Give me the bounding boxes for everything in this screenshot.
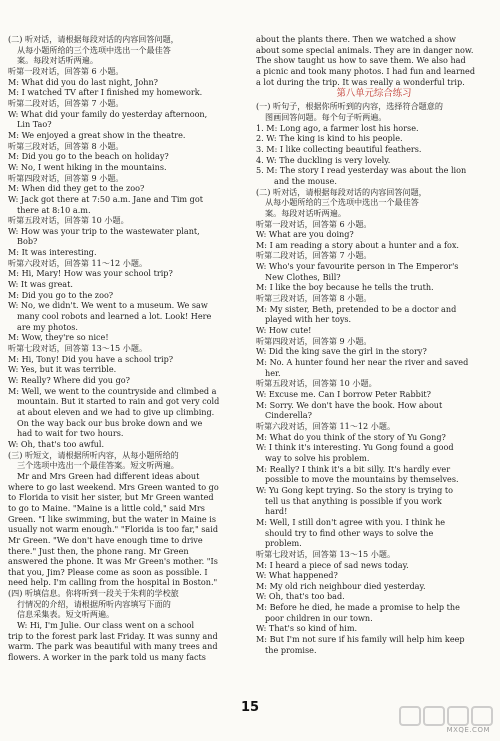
text-line: W: Yu Gong kept trying. So the story is trying to: [256, 484, 453, 495]
text-line: the promise.: [265, 644, 317, 655]
text-line: W: Who's your favourite person in The Emperor's: [256, 261, 459, 272]
text-line: W: No, we didn't. We went to a museum. We saw: [8, 300, 208, 311]
text-line: hard!: [265, 506, 288, 517]
text-line: 听第六段对话，回答第 11～12 小题。: [8, 257, 148, 268]
text-line: many cool robots and learned a lot. Look! Here: [17, 311, 212, 322]
text-line: W: I think it's interesting. Yu Gong found a good: [256, 442, 454, 453]
text-line: 听第二段对话，回答第 7 小题。: [8, 97, 124, 108]
text-line: W: How was your trip to the wastewater plant,: [8, 225, 200, 236]
text-line: M: My old rich neighbour died yesterday.: [256, 580, 426, 591]
text-line: W: Excuse me. Can I borrow Peter Rabbit?: [256, 389, 432, 399]
text-line: 听第四段对话，回答第 9 小题。: [256, 335, 372, 346]
text-line: W: What did your family do yesterday afternoon,: [8, 108, 208, 119]
text-line: 听第七段对话，回答第 13～15 小题。: [256, 548, 396, 559]
text-line: W: What happened?: [256, 570, 338, 581]
text-line: 听第一段对话，回答第 6 小题。: [256, 218, 372, 229]
text-line: M: Wow, they're so nice!: [8, 332, 109, 343]
text-line: and the mouse.: [274, 175, 337, 186]
text-line: mountain. But it started to rain and got very cold: [17, 396, 220, 407]
text-line: 听第五段对话，回答第 10 小题。: [8, 215, 129, 226]
text-line: New Clothes, Bill?: [265, 271, 341, 282]
text-line: 从每小题所给的三个选项中选出一个最佳答: [17, 44, 171, 55]
text-line: W: That's so kind of him.: [256, 623, 358, 634]
text-line: W: Yes, but it was terrible.: [8, 364, 117, 375]
text-line: (一) 听句子，根据你所听到的内容，选择符合题意的: [256, 101, 443, 112]
text-line: W: Really? Where did you go?: [8, 375, 130, 385]
text-line: problem.: [265, 538, 302, 549]
text-line: M: Did you go to the zoo?: [8, 289, 114, 300]
text-line: W: Oh, that's too bad.: [256, 591, 345, 602]
text-line: her.: [265, 367, 281, 378]
text-line: 案。每段对话听两遍。: [17, 55, 98, 66]
text-line: W: Oh, that's too awful.: [8, 438, 105, 449]
text-line: W: It was great.: [8, 279, 73, 290]
text-line: had to wait for two hours.: [17, 428, 124, 439]
text-line: flowers. A worker in the park told us many facts: [8, 652, 206, 663]
text-line: W: No, I went hiking in the mountains.: [8, 161, 167, 172]
text-line: Mr Green. "We don't have enough time to drive: [8, 534, 203, 545]
text-line: M: What did you do last night, John?: [8, 76, 159, 87]
text-line: Green. "I like swimming, but the water in Maine is: [8, 513, 217, 524]
text-line: a lot during the trip. It was really a wonderful trip.: [256, 76, 465, 87]
text-line: 听第三段对话，回答第 8 小题。: [8, 140, 124, 151]
text-line: 信息采集表。短文听两遍。: [17, 609, 115, 620]
text-line: are my photos.: [17, 321, 78, 332]
text-line: M: I watched TV after I finished my homework.: [8, 87, 203, 98]
text-line: W: How cute!: [256, 325, 312, 336]
text-line: Mr and Mrs Green had different ideas about: [17, 470, 200, 481]
text-line: 听第一段对话，回答第 6 小题。: [8, 65, 124, 76]
text-line: M: Sorry. We don't have the book. How about: [256, 399, 443, 410]
text-line: 行情况的介绍，请根据所听内容填写下面的: [17, 598, 171, 609]
text-line: tell us that anything is possible if you work: [265, 495, 442, 506]
text-line: M: I like the boy because he tells the truth.: [256, 282, 434, 293]
page-number: 15: [240, 700, 260, 715]
text-line: M: What do you think of the story of Yu Gong?: [256, 431, 446, 442]
text-line: On the way back our bus broke down and we: [17, 417, 203, 428]
text-line: M: No. A hunter found her near the river and saved: [256, 357, 469, 368]
text-line: M: Well, I still don't agree with you. I think he: [256, 516, 446, 527]
text-line: to go to Maine. "Maine is a little cold," said Mrs: [8, 502, 205, 513]
text-line: The show taught us how to save them. We also had: [256, 55, 466, 66]
text-line: M: Well, we went to the countryside and climbed a: [8, 385, 217, 396]
text-line: 案。每段对话听两遍。: [265, 207, 346, 218]
text-line: about the plants there. Then we watched a show: [256, 34, 456, 44]
text-line: 图画回答问题。每个句子听两遍。: [265, 111, 387, 122]
text-line: 从每小题所给的三个选项中选出一个最佳答: [265, 197, 419, 208]
text-line: W: Jack got there at 7:50 a.m. Jane and Tim got: [8, 193, 203, 204]
text-line: about some special animals. They are in danger now.: [256, 44, 474, 55]
text-line: at about eleven and we had to give up climbing.: [17, 406, 215, 417]
text-line: answered the phone. It was Mr Green's mother. "Is: [8, 556, 218, 567]
text-line: need help. I'm calling from the hospital in Boston.": [8, 577, 218, 588]
text-line: 三个选项中选出一个最佳答案。短文听两遍。: [17, 460, 179, 471]
text-line: M: Hi, Mary! How was your school trip?: [8, 268, 173, 279]
text-line: there at 8:10 a.m.: [17, 204, 91, 215]
text-line: there." Just then, the phone rang. Mr Green: [8, 545, 189, 556]
text-line: a picnic and took many photos. I had fun and learned: [256, 65, 476, 76]
text-line: Lin Tao?: [17, 119, 52, 130]
text-line: 听第二段对话，回答第 7 小题。: [256, 250, 372, 261]
text-line: 5. M: The story I read yesterday was about the lion: [256, 165, 467, 176]
text-line: Cinderella?: [265, 410, 312, 421]
text-line: (四) 听填信息。你将听到一段关于朱莉的学校旅: [8, 588, 179, 599]
text-line: (二) 听对话，请根据每段对话的内容回答问题，: [8, 34, 179, 44]
watermark-text: MXQE.COM: [446, 726, 490, 734]
text-line: Bob?: [17, 236, 38, 247]
text-line: 4. W: The duckling is very lovely.: [256, 154, 391, 165]
text-line: M: I am reading a story about a hunter and a fox.: [256, 239, 459, 250]
left-column: [8, 34, 240, 663]
text-line: M: Really? I think it's a bit silly. It's hardly ever: [256, 463, 451, 474]
text-line: 2. W: The king is kind to his people.: [256, 133, 403, 144]
text-line: played with her toys.: [265, 314, 352, 325]
text-line: M: It was interesting.: [8, 247, 97, 258]
text-line: 听第三段对话，回答第 8 小题。: [256, 293, 372, 304]
text-line: M: Did you go to the beach on holiday?: [8, 151, 169, 162]
text-line: where to go last weekend. Mrs Green wanted to go: [8, 481, 219, 492]
text-line: M: When did they get to the zoo?: [8, 183, 145, 194]
text-line: M: But I'm not sure if his family will help him keep: [256, 634, 465, 645]
text-line: 听第六段对话，回答第 11～12 小题。: [256, 420, 396, 431]
text-line: should try to find other ways to solve the: [265, 527, 434, 538]
unit-title: 第八单元综合练习: [336, 88, 412, 100]
text-line: usually not warm enough." "Florida is too far," said: [8, 524, 218, 535]
text-line: trip to the forest park last Friday. It was sunny and: [8, 630, 218, 641]
text-line: possible to move the mountains by themselves.: [265, 474, 459, 485]
text-line: M: We enjoyed a great show in the theatre.: [8, 129, 186, 140]
text-line: M: My sister, Beth, pretended to be a doctor and: [256, 303, 457, 314]
text-line: 听第七段对话，回答第 13～15 小题。: [8, 343, 148, 354]
text-line: W: What are you doing?: [256, 229, 354, 240]
text-line: 3. M: I like collecting beautiful feathers.: [256, 143, 422, 154]
text-line: that you, Jim? Please come as soon as possible. I: [8, 566, 208, 577]
text-line: 听第五段对话，回答第 10 小题。: [256, 378, 377, 389]
text-line: W: Did the king save the girl in the story?: [256, 346, 427, 357]
text-line: W: Hi, I'm Julie. Our class went on a school: [17, 620, 195, 631]
text-line: (三) 听短文，请根据所听内容，从每小题所给的: [8, 449, 179, 460]
text-line: poor children in our town.: [265, 612, 373, 623]
text-line: M: I heard a piece of sad news today.: [256, 559, 409, 570]
text-line: (二) 听对话，请根据每段对话的内容回答问题，: [256, 186, 427, 197]
text-line: warm. The park was beautiful with many trees and: [8, 641, 218, 652]
text-line: M: Before he died, he made a promise to help the: [256, 602, 460, 613]
right-column: [256, 34, 492, 655]
text-line: 听第四段对话，回答第 9 小题。: [8, 172, 124, 183]
text-line: to Florida to visit her sister, but Mr Green wanted: [8, 492, 214, 503]
text-line: way to solve his problem.: [265, 452, 370, 463]
text-line: M: Hi, Tony! Did you have a school trip?: [8, 353, 174, 364]
text-line: 1. M: Long ago, a farmer lost his horse.: [256, 122, 419, 133]
